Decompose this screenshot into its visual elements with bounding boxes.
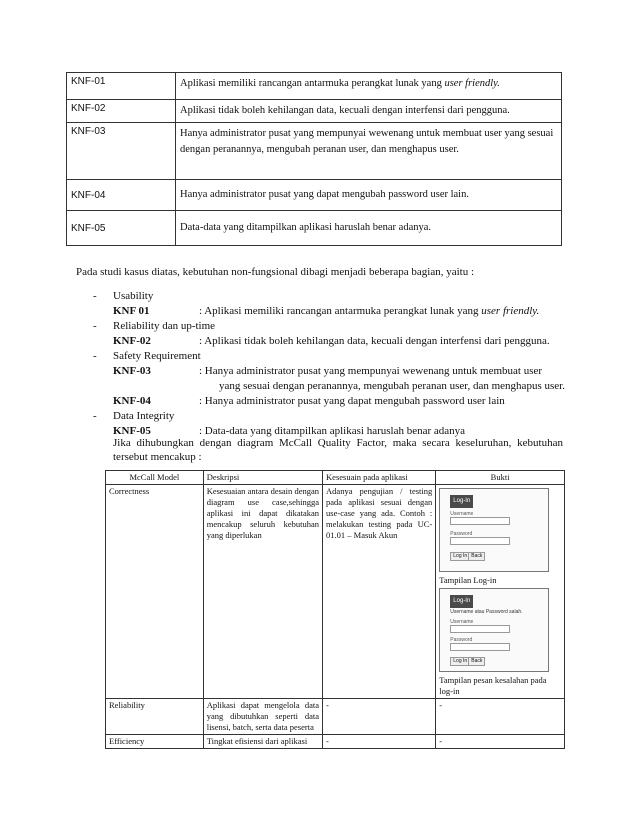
table-header-row (106, 471, 565, 485)
username-input (450, 625, 510, 633)
login-tab: Log-In (450, 495, 473, 508)
mccall-paragraph: Jika dihubungkan dengan diagram McCall Quality Factor, maka secara keseluruhan, kebutuhan tersebut mencakup : (113, 437, 563, 463)
list-item (93, 349, 573, 409)
bullet-dash: - (93, 350, 97, 362)
list-item (93, 409, 573, 439)
password-input (450, 643, 510, 651)
req-desc: Aplikasi tidak boleh kehilangan data, kecuali dengan interfensi dari pengguna. (176, 100, 562, 123)
username-label: Username (450, 619, 474, 625)
model-cell: Efficiency (106, 735, 204, 749)
column-header: Kesesuain pada aplikasi (323, 471, 436, 485)
bullet-dash: - (93, 410, 97, 422)
req-desc: Hanya administrator pusat yang dapat mengubah password user lain. (176, 180, 562, 211)
list-title: Safety Requirement (113, 350, 201, 362)
list-key: KNF-04 (113, 395, 151, 407)
req-code: KNF-05 (67, 211, 176, 246)
table-row (106, 485, 565, 699)
error-message: Username atau Password salah. (450, 609, 523, 615)
login-screenshot (439, 488, 549, 572)
table-row (67, 123, 562, 180)
model-cell: Reliability (106, 699, 204, 735)
list-row (113, 334, 573, 349)
requirements-table (66, 72, 562, 246)
fit-cell: - (323, 699, 436, 735)
desc-cell: Kesesuaian antara desain dengan diagram use case,sehingga aplikasi ini dapat dikatakan mencakup seluruh kebutuhan yang diperlukan (203, 485, 322, 699)
table-row (67, 73, 562, 100)
req-text: Aplikasi memiliki rancangan antarmuka perangkat lunak yang (180, 78, 445, 89)
req-code: KNF-03 (67, 123, 176, 180)
login-tab: Log-In (450, 595, 473, 608)
req-code: KNF-01 (67, 73, 176, 100)
password-input (450, 537, 510, 545)
req-desc: Hanya administrator pusat yang mempunyai wewenang untuk membuat user yang sesuai dengan peranannya, mengubah peranan user, dan menghapus user. (176, 123, 562, 180)
req-code: KNF-04 (67, 180, 176, 211)
list-value (199, 304, 573, 319)
req-em: user friendly. (444, 78, 500, 89)
list-continuation: yang sesuai dengan peranannya, mengubah peranan user, dan menghapus user. (219, 380, 565, 392)
table-row (67, 100, 562, 123)
username-input (450, 517, 510, 525)
column-header: Deskripsi (203, 471, 322, 485)
list-value: : Data-data yang ditampilkan aplikasi haruslah benar adanya (199, 425, 466, 437)
list-title: Data Integrity (113, 410, 175, 422)
password-label: Password (450, 637, 473, 643)
list-key: KNF 01 (113, 305, 150, 317)
list-key: KNF-02 (113, 335, 151, 347)
list-value-em: user friendly. (481, 305, 540, 317)
bullet-dash: - (93, 320, 97, 332)
table-row (67, 211, 562, 246)
req-desc: Data-data yang ditampilkan aplikasi haruslah benar adanya. (176, 211, 562, 246)
proof-cell (436, 485, 565, 699)
list-row (113, 364, 573, 379)
list-key: KNF-05 (113, 425, 151, 437)
column-header: McCall Model (106, 471, 204, 485)
login-button: Log In (450, 657, 470, 666)
requirement-list (93, 289, 573, 439)
req-desc (176, 73, 562, 100)
back-button: Back (468, 552, 485, 561)
fit-cell: Adanya pengujian / testing pada aplikasi sesuai dengan use-case yang ada. Contoh : melakukan testing pada UC-01.01 – Masuk Akun (323, 485, 436, 699)
username-label: Username (450, 511, 474, 517)
fit-cell: - (323, 735, 436, 749)
login-button: Log In (450, 552, 470, 561)
caption-login-error: Tampilan pesan kesalahan pada log-in (439, 675, 547, 696)
table-row (106, 699, 565, 735)
list-item (93, 289, 573, 319)
back-button: Back (468, 657, 485, 666)
list-item (93, 319, 573, 349)
login-error-screenshot (439, 588, 549, 672)
password-label: Password (450, 531, 473, 537)
caption-login: Tampilan Log-in (439, 575, 497, 585)
req-code: KNF-02 (67, 100, 176, 123)
list-value: : Hanya administrator pusat yang dapat mengubah password user lain (199, 395, 505, 407)
desc-cell: Tingkat efisiensi dari aplikasi (203, 735, 322, 749)
list-value: : Aplikasi tidak boleh kehilangan data, kecuali dengan interfensi dari pengguna. (199, 335, 550, 347)
column-header: Bukti (436, 471, 565, 485)
list-title: Usability (113, 290, 154, 302)
bullet-dash: - (93, 290, 97, 302)
list-row (113, 304, 573, 319)
proof-cell: - (436, 699, 565, 735)
mccall-table (105, 470, 565, 749)
list-row (113, 394, 573, 409)
desc-cell: Aplikasi dapat mengelola data yang dibutuhkan seperti data lisensi, batch, serta data peserta (203, 699, 322, 735)
table-row (106, 735, 565, 749)
list-value: : Hanya administrator pusat yang mempunyai wewenang untuk membuat user (199, 365, 543, 377)
list-value-text: : Aplikasi memiliki rancangan antarmuka perangkat lunak yang (199, 305, 482, 317)
list-title: Reliability dan up-time (113, 320, 216, 332)
table-row (67, 180, 562, 211)
intro-text: Pada studi kasus diatas, kebutuhan non-fungsional dibagi menjadi beberapa bagian, yaitu : (76, 266, 475, 278)
proof-cell: - (436, 735, 565, 749)
model-cell: Correctness (106, 485, 204, 699)
list-key: KNF-03 (113, 365, 151, 377)
